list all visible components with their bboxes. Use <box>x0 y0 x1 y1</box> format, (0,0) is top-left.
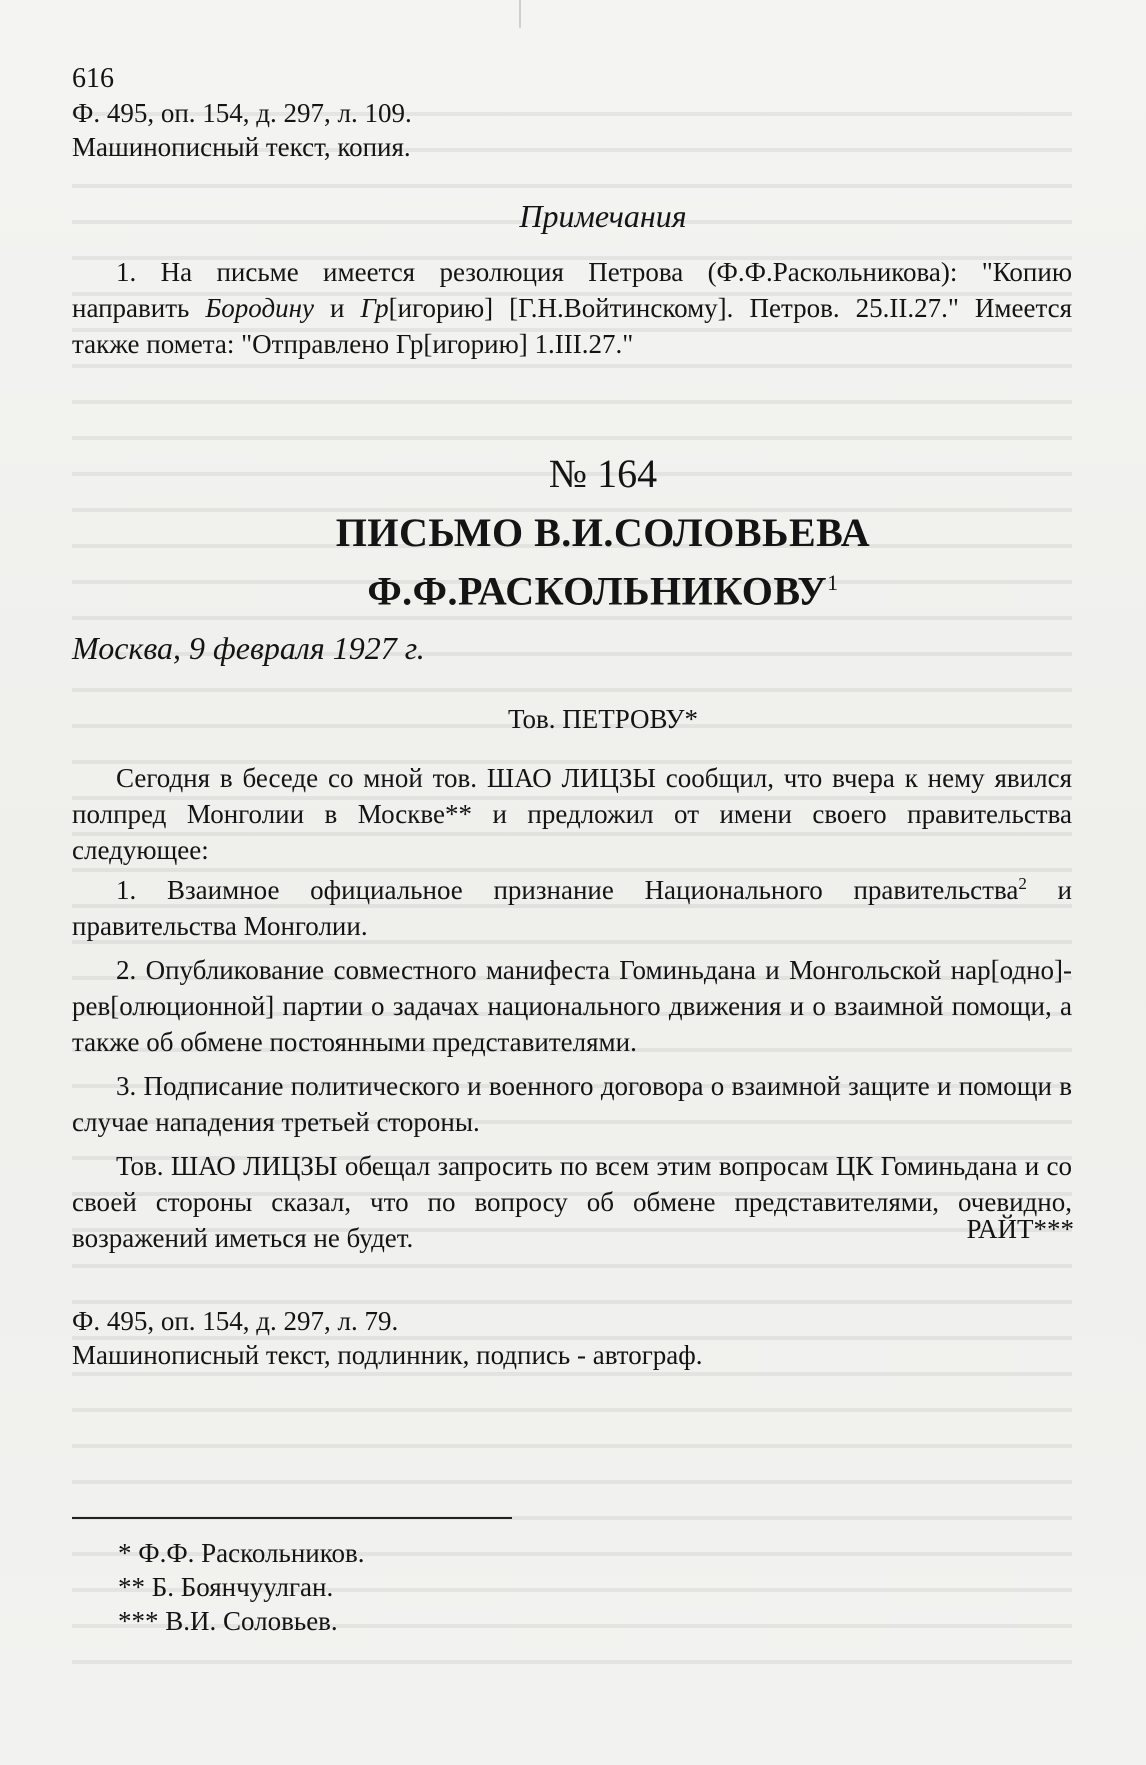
place-date: Москва, 9 февраля 1927 г. <box>72 630 425 666</box>
document-title-line-2 <box>0 558 1146 616</box>
signature: РАЙТ*** <box>966 1214 1074 1244</box>
document-title-line-1: ПИСЬМО В.И.СОЛОВЬЕВА <box>335 510 871 555</box>
note-1-text-c: [игорию] [Г.Н.Войтинскому]. Петров. 25.II.27." Имеется также помета: "Отправлено Гр[игорию] 1.III.27." <box>72 293 1073 359</box>
source-line-1: Ф. 495, оп. 154, д. 297, л. 79. <box>72 1306 399 1336</box>
prev-source-line-1: Ф. 495, оп. 154, д. 297, л. 109. <box>72 98 412 128</box>
prev-source-line-2: Машинописный текст, копия. <box>72 132 411 162</box>
footnote-separator <box>72 1517 512 1519</box>
addressee: Тов. ПЕТРОВУ* <box>508 704 698 734</box>
footnote-1: * Ф.Ф. Раскольников. <box>118 1538 365 1568</box>
letter-body <box>72 760 1072 1256</box>
note-1-text-a: 1. На письме имеется резолюция Петрова (Ф.Ф.Раскольникова): "Копию направить <box>72 257 1072 323</box>
document-title-recipient: Ф.Ф.РАСКОЛЬНИКОВУ <box>367 568 828 614</box>
note-1 <box>72 254 1072 362</box>
footnote-2: ** Б. Боянчуулган. <box>118 1572 334 1602</box>
document-number: № 164 <box>548 451 658 496</box>
page-edge-mark <box>519 0 521 28</box>
source-line-2: Машинописный текст, подлинник, подпись - автограф. <box>72 1340 703 1370</box>
paragraph-item-3: 3. Подписание политического и военного договора о взаимной защите и помощи в случае нападения третьей стороны. <box>72 1071 1072 1137</box>
item-1-footnote-marker: 2 <box>1018 874 1027 893</box>
note-1-italic-borodin: Бородину <box>205 293 314 323</box>
item-1-text-a: 1. Взаимное официальное признание Национального правительства <box>116 875 1019 905</box>
paragraph-closing: Тов. ШАО ЛИЦЗЫ обещал запросить по всем этим вопросам ЦК Гоминьдана и со своей стороны сказал, что по вопросу об обмене представителями, очевидно, возражений иметься не будет. <box>72 1151 1072 1253</box>
paragraph-1: Сегодня в беседе со мной тов. ШАО ЛИЦЗЫ сообщил, что вчера к нему явился полпред Монголии в Москве** и предложил от имени своего правительства следующее: <box>72 763 1072 865</box>
note-1-italic-gr: Гр <box>360 293 389 323</box>
footnote-3: *** В.И. Соловьев. <box>118 1606 338 1636</box>
paragraph-item-2: 2. Опубликование совместного манифеста Гоминьдана и Монгольской нар[одно]-рев[олюционной] партии о задачах национального движения и о взаимной помощи, а также об обмене постоянными представителями. <box>72 955 1072 1057</box>
page-number: 616 <box>72 63 114 94</box>
item-1-text-b: и правительства Монголии. <box>72 875 1073 941</box>
note-1-text-b: и <box>313 293 361 323</box>
title-footnote-marker: 1 <box>827 570 839 595</box>
notes-heading: Примечания <box>519 198 687 234</box>
paragraph-item-1 <box>72 872 1072 944</box>
